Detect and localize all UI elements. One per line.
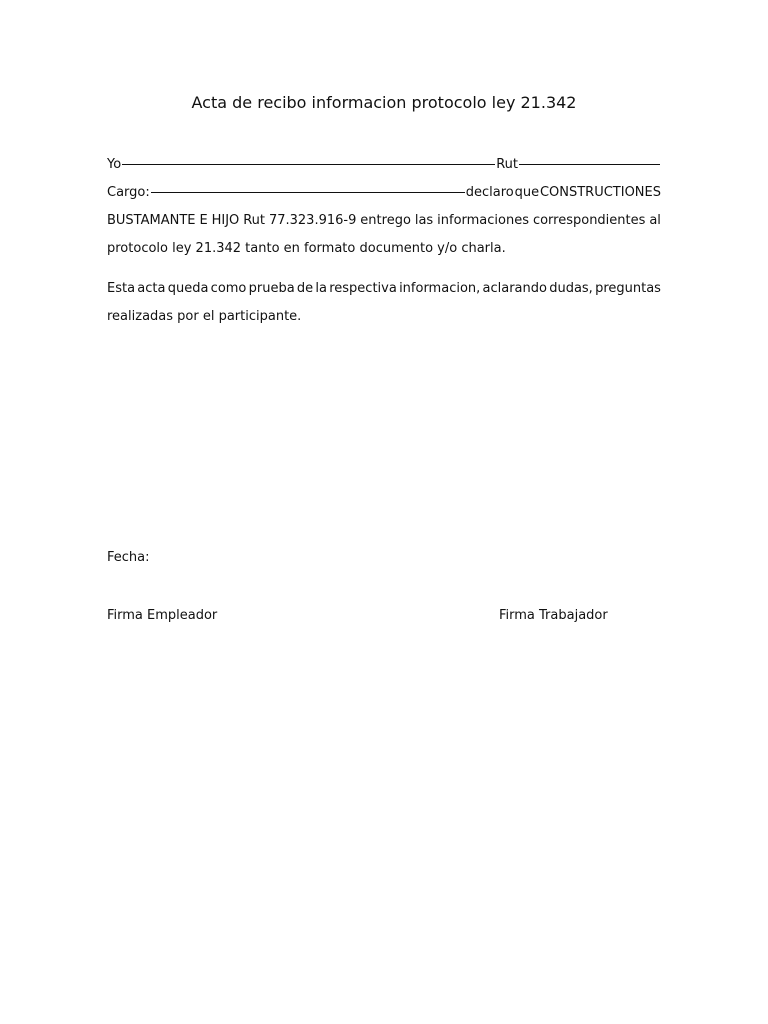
word: dudas, bbox=[549, 281, 593, 296]
firma-empleador-label: Firma Empleador bbox=[107, 608, 218, 623]
word: queda bbox=[167, 281, 209, 296]
word: Rut bbox=[243, 213, 266, 228]
yo-label: Yo bbox=[107, 157, 122, 172]
cargo-label: Cargo: bbox=[107, 185, 150, 200]
word: acta bbox=[137, 281, 166, 296]
document-title: Acta de recibo informacion protocolo ley 21.342 bbox=[191, 93, 577, 112]
fecha-label: Fecha: bbox=[107, 550, 150, 565]
firma-trabajador-label: Firma Trabajador bbox=[499, 608, 608, 623]
word: informaciones bbox=[437, 213, 529, 228]
word: la bbox=[315, 281, 327, 296]
cargo-line bbox=[107, 179, 661, 207]
cargo-blank-line bbox=[151, 192, 465, 193]
word: Esta bbox=[107, 281, 136, 296]
word: prueba bbox=[248, 281, 295, 296]
word: aclarando bbox=[482, 281, 547, 296]
rut-blank-line bbox=[519, 164, 660, 165]
company-rut: 77.323.916-9 bbox=[268, 213, 357, 228]
word: preguntas bbox=[595, 281, 661, 296]
word-que: que bbox=[514, 185, 540, 200]
word: al bbox=[649, 213, 661, 228]
name-blank-line bbox=[122, 164, 495, 165]
paragraph-declaration bbox=[107, 151, 661, 263]
word-declaro: declaro bbox=[465, 185, 514, 200]
word: las bbox=[414, 213, 434, 228]
word: como bbox=[210, 281, 247, 296]
rut-label: Rut bbox=[496, 157, 518, 172]
name-rut-line bbox=[107, 151, 661, 179]
word: HIJO bbox=[211, 213, 240, 228]
evidence-line-1 bbox=[107, 275, 661, 303]
company-rut-line bbox=[107, 207, 661, 235]
word: respectiva bbox=[329, 281, 397, 296]
word: BUSTAMANTE bbox=[107, 213, 196, 228]
word: E bbox=[199, 213, 208, 228]
cargo-line-words bbox=[466, 179, 661, 207]
word: de bbox=[296, 281, 314, 296]
paragraph-evidence bbox=[107, 275, 661, 331]
word: informacion, bbox=[399, 281, 481, 296]
word: correspondientes bbox=[532, 213, 646, 228]
protocol-line: protocolo ley 21.342 tanto en formato documento y/o charla. bbox=[107, 241, 506, 256]
company-name: CONSTRUCTIONES bbox=[539, 185, 661, 200]
evidence-line-2: realizadas por el participante. bbox=[107, 309, 302, 324]
word: entrego bbox=[360, 213, 411, 228]
